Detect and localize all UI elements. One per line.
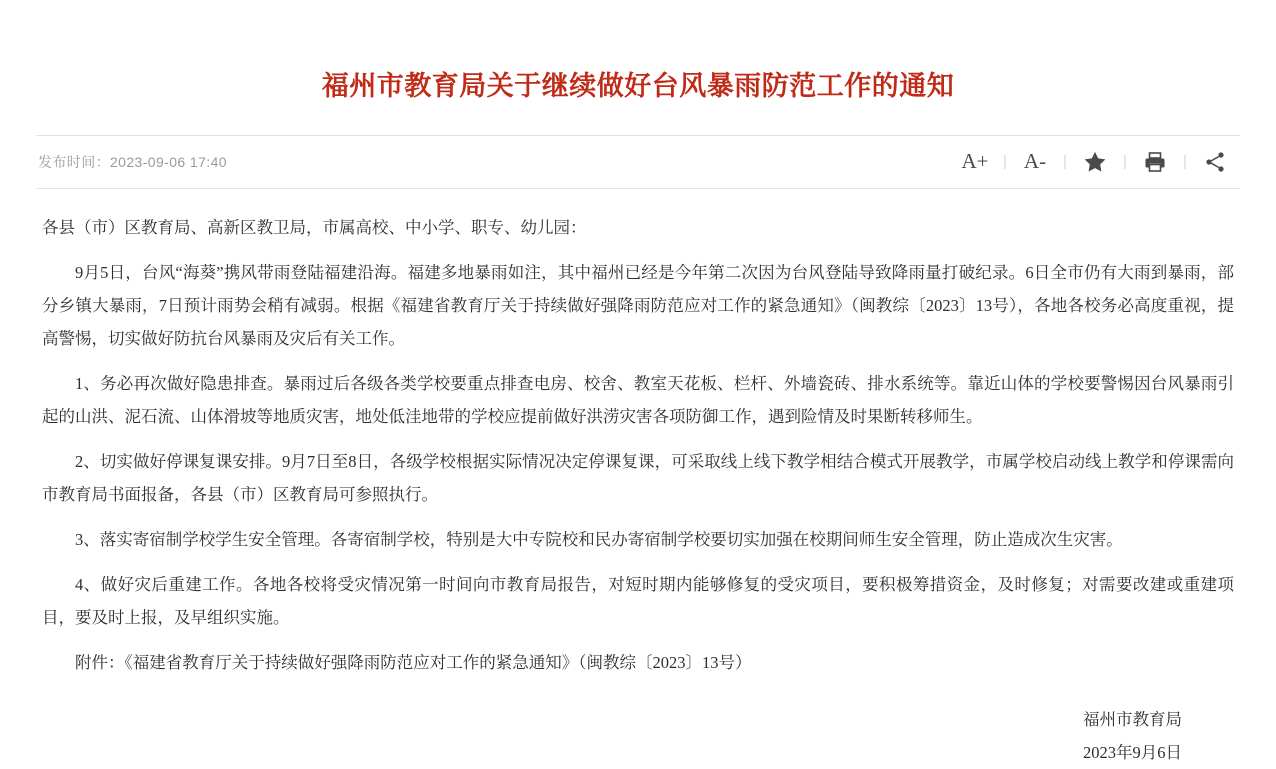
toolbar-separator: | (1183, 153, 1187, 171)
meta-divider (36, 188, 1240, 189)
star-icon[interactable] (1072, 146, 1118, 178)
signature-date: 2023年9月6日 (1083, 742, 1182, 762)
toolbar-separator: | (1003, 153, 1007, 171)
publish-time-label: 发布时间： (38, 153, 110, 170)
paragraph-addressees: 各县（市）区教育局、高新区教卫局，市属高校、中小学、职专、幼儿园： (42, 217, 587, 237)
publish-time-value: 2023-09-06 17:40 (110, 153, 227, 170)
paragraph-item-4: 4、做好灾后重建工作。各地各校将受灾情况第一时间向市教育局报告，对短时期内能够修复的受灾项目，要积极筹措资金，及时修复；对需要改建或重建项目，要及时上报，及早组织实施。 (42, 574, 1234, 627)
paragraph-item-1: 1、务必再次做好隐患排查。暴雨过后各级各类学校要重点排查电房、校舍、教室天花板、栏杆、外墙瓷砖、排水系统等。靠近山体的学校要警惕因台风暴雨引起的山洪、泥石流、山体滑坡等地质灾害，地处低洼地带的学校应提前做好洪涝灾害各项防御工作，遇到险情及时果断转移师生。 (42, 373, 1234, 426)
share-icon[interactable] (1192, 146, 1238, 178)
toolbar-separator: | (1063, 153, 1067, 171)
signature-block (36, 703, 1240, 769)
font-increase-button[interactable]: A+ (961, 149, 989, 174)
toolbar-separator: | (1123, 153, 1127, 171)
printer-icon[interactable] (1132, 146, 1178, 178)
paragraph-item-3: 3、落实寄宿制学校学生安全管理。各寄宿制学校，特别是大中专院校和民办寄宿制学校要切实加强在校期间师生安全管理，防止造成次生灾害。 (75, 529, 1123, 549)
signature-organization: 福州市教育局 (1083, 709, 1182, 729)
toolbar (952, 146, 1238, 178)
document-page (0, 18, 1276, 762)
paragraph-intro: 9月5日，台风“海葵”携风带雨登陆福建沿海。福建多地暴雨如注，其中福州已经是今年第二次因为台风登陆导致降雨量打破纪录。6日全市仍有大雨到暴雨，部分乡镇大暴雨，7日预计雨势会稍有减弱。根据《福建省教育厅关于持续做好强降雨防范应对工作的紧急通知》（闽教综〔2023〕13号），各地各校务必高度重视，提高警惕，切实做好防抗台风暴雨及灾后有关工作。 (42, 262, 1234, 348)
paragraph-item-2: 2、切实做好停课复课安排。9月7日至8日，各级学校根据实际情况决定停课复课，可采取线上线下教学相结合模式开展教学，市属学校启动线上教学和停课需向市教育局书面报备，各县（市）区教育局可参照执行。 (42, 451, 1234, 504)
page-title: 福州市教育局关于继续做好台风暴雨防范工作的通知 (321, 71, 955, 102)
publish-time (38, 152, 227, 172)
document-body (36, 211, 1240, 679)
font-decrease-button[interactable]: A- (1023, 149, 1047, 174)
paragraph-attachment: 附件：《福建省教育厅关于持续做好强降雨防范应对工作的紧急通知》（闽教综〔2023〕13号） (75, 652, 752, 672)
meta-bar (36, 136, 1240, 188)
